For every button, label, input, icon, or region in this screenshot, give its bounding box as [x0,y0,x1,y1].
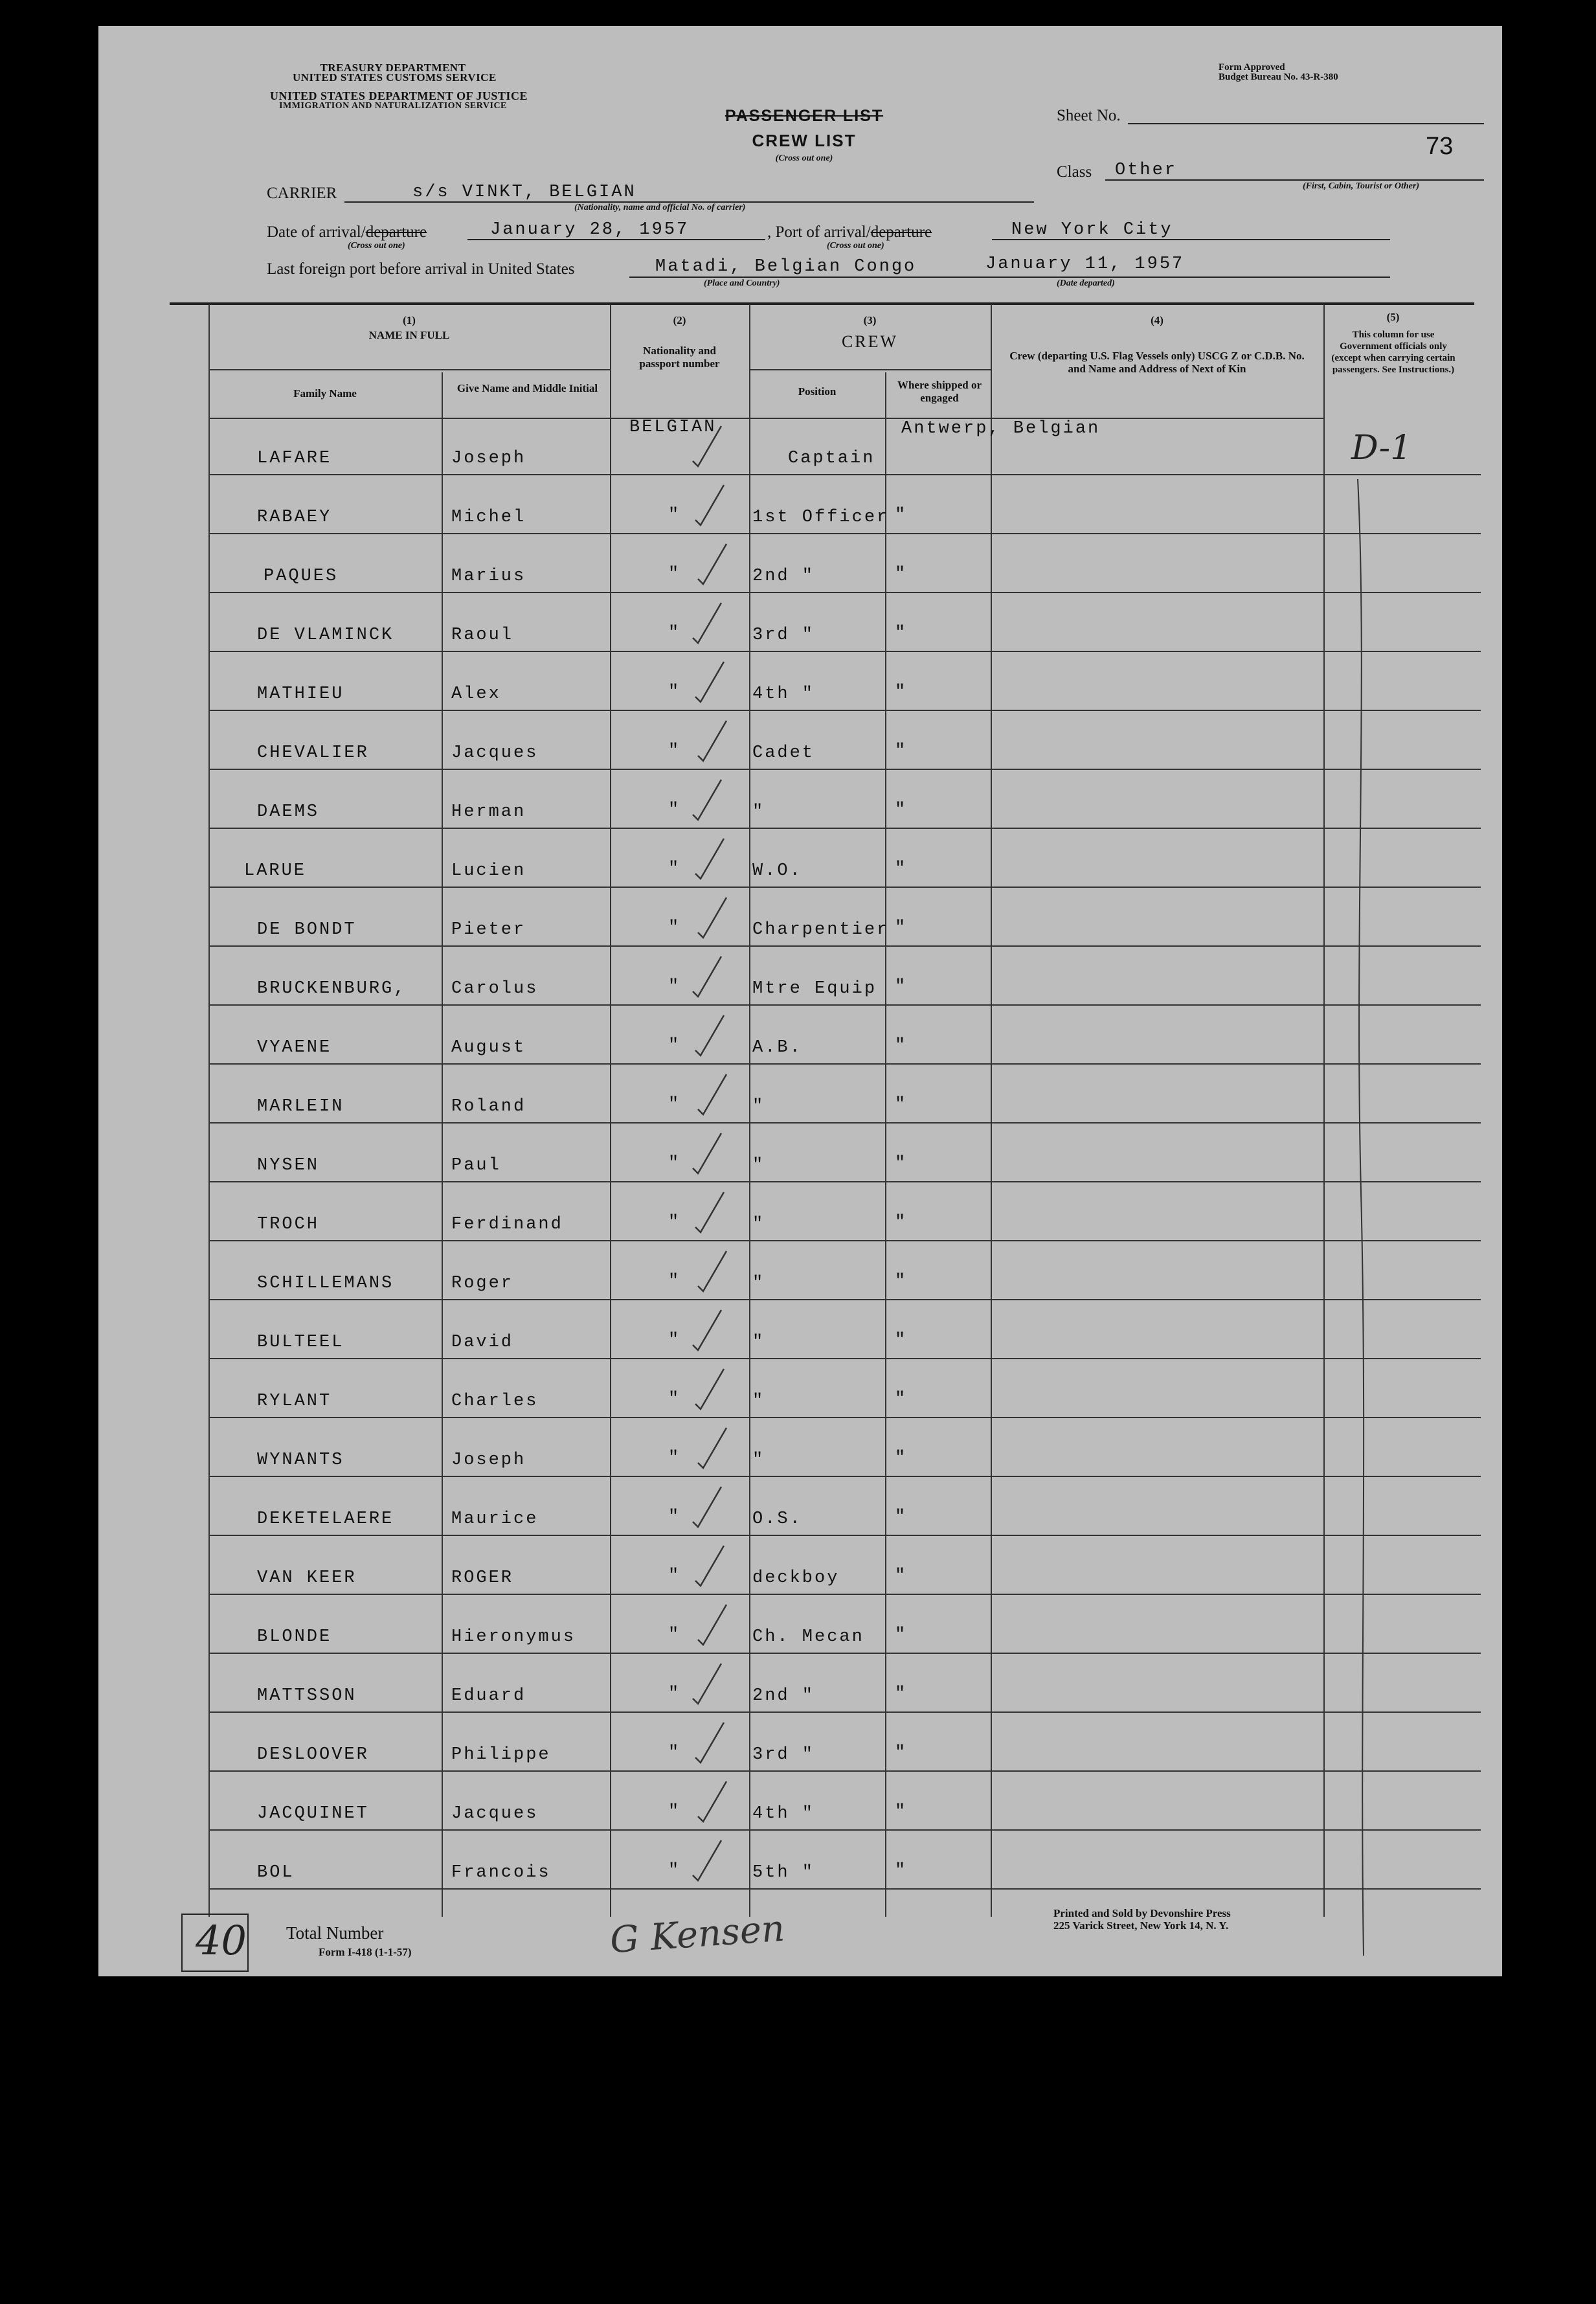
family-name: TROCH [257,1215,320,1234]
check-mark-icon [693,539,732,591]
col3-number: (3) [863,314,877,326]
given-name-head: Give Name and Middle Initial [456,382,598,394]
given-name: Ferdinand [451,1215,563,1234]
col4-number: (4) [1151,314,1163,326]
col2-title: Nationality and passport number [639,344,720,370]
total-value: 40 [196,1917,247,1964]
position: " [752,1392,765,1411]
family-name: VYAENE [257,1038,332,1057]
shipped-ditto: " [895,1566,908,1586]
shipped-ditto: " [895,1213,908,1232]
departed-hint: (Date departed) [1057,278,1115,288]
given-name: Hieronymus [451,1627,576,1647]
given-name: Raoul [451,626,514,645]
lastport-hint: (Place and Country) [704,278,780,288]
family-name: DEKETELAERE [257,1509,394,1529]
check-mark-icon [693,1069,732,1121]
check-mark-icon [690,480,729,532]
col-line-official [1323,304,1325,1917]
shipped-ditto: " [895,741,908,761]
check-mark-icon [688,1835,726,1887]
position: A.B. [752,1038,802,1057]
check-mark-icon [693,1599,732,1651]
position: 2nd " [752,567,815,586]
position: 4th " [752,684,815,704]
family-name: WYNANTS [257,1451,344,1470]
row-rule [208,1181,1481,1182]
port-value: New York City [1011,220,1173,240]
check-mark-icon [688,774,726,826]
shipped-ditto: " [895,977,908,997]
nationality-ditto: " [668,1861,681,1880]
shipped-ditto: " [895,1095,908,1114]
carrier-value: s/s VINKT, BELGIAN [412,183,636,202]
signature: G Kensen [609,1907,786,1962]
row-rule [208,1888,1481,1890]
position: " [752,1333,765,1352]
given-name: August [451,1038,526,1057]
family-name: MATHIEU [257,684,344,704]
position: Ch. Mecan [752,1627,864,1647]
shipped-ditto: " [895,1331,908,1350]
form-approved: Form Approved [1219,62,1285,73]
position: " [752,1215,765,1234]
row-rule [208,1476,1481,1477]
given-name: Charles [451,1392,539,1411]
shipped-ditto: " [895,624,908,643]
agency-line-1: TREASURY DEPARTMENT [320,62,466,74]
lastport-label: Last foreign port before arrival in United States [267,260,575,278]
given-name: ROGER [451,1568,514,1588]
position: 2nd " [752,1686,815,1706]
row-rule [208,1711,1481,1713]
date-value: January 28, 1957 [490,220,690,240]
row-rule [208,1770,1481,1772]
col5-title: This column for use Government officials only (except when carrying certain passengers. See Instructions.) [1331,330,1456,375]
given-name: Francois [451,1863,551,1882]
check-mark-icon [688,421,726,473]
departed-line [934,277,1390,278]
position: 4th " [752,1804,815,1824]
row-rule [208,1594,1481,1595]
name-subrule [208,369,610,370]
position: 5th " [752,1863,815,1882]
check-mark-icon [690,1717,729,1769]
given-name: Carolus [451,979,539,999]
class-line [1105,179,1484,181]
check-mark-icon [690,1364,729,1416]
row-rule [208,592,1481,593]
nationality-ditto: " [668,1095,681,1114]
form-number: Form I-418 (1-1-57) [319,1946,412,1958]
port-hint: (Cross out one) [827,241,884,251]
shipped-ditto: " [895,1154,908,1173]
given-name: Michel [451,508,526,527]
nationality-ditto: " [668,1154,681,1173]
check-mark-icon [688,1482,726,1533]
given-name: Lucien [451,861,526,881]
official-bracket-line [1342,479,1380,1969]
shipped-ditto: " [895,1449,908,1468]
agency-line-3: UNITED STATES DEPARTMENT OF JUSTICE [270,89,528,102]
family-name: LAFARE [257,449,332,468]
nationality-ditto: " [668,1508,681,1527]
given-name: Paul [451,1156,501,1175]
check-mark-icon [693,1423,732,1474]
shipped-ditto: " [895,1036,908,1056]
header-bottom-rule [208,418,1323,419]
shipped-antwerp: Antwerp, Belgian [901,419,1101,438]
family-name: JACQUINET [257,1804,369,1824]
row-rule [208,533,1481,534]
family-name: NYSEN [257,1156,320,1175]
family-name: MATTSSON [257,1686,357,1706]
row-rule [208,769,1481,770]
nationality-ditto: " [668,1684,681,1704]
check-mark-icon [688,1305,726,1357]
row-rule [208,1535,1481,1536]
passenger-list-struck: PASSENGER LIST [725,107,884,125]
family-name: CHEVALIER [257,743,369,763]
row-rule [208,1417,1481,1418]
family-name-head: Family Name [293,387,357,400]
date-label: Date of arrival/departure [267,223,427,241]
check-mark-icon [693,716,732,767]
nationality-ditto: " [668,1449,681,1468]
check-mark-icon [693,892,732,944]
position: " [752,1274,765,1293]
row-rule [208,1829,1481,1831]
check-mark-icon [693,1776,732,1828]
nationality-ditto: " [668,1743,681,1763]
shipped-ditto: " [895,918,908,938]
check-mark-icon [688,598,726,649]
position: Captain [788,449,875,468]
check-mark-icon [690,1187,729,1239]
position: " [752,1156,765,1175]
given-name: Maurice [451,1509,539,1529]
sheet-line [1128,123,1484,124]
shipped-ditto: " [895,1684,908,1704]
position: deckboy [752,1568,840,1588]
row-rule [208,651,1481,652]
family-name: DAEMS [257,802,320,822]
col1-title: NAME IN FULL [368,329,450,341]
position: Charpentier [752,920,890,940]
class-value: Other [1115,161,1178,180]
port-line [992,239,1390,240]
family-name: DE BONDT [257,920,357,940]
given-name: Marius [451,567,526,586]
sheet-label: Sheet No. [1057,107,1121,124]
shipped-ditto: " [895,683,908,702]
row-rule [208,828,1481,829]
nationality-ditto: " [668,859,681,879]
given-name: Herman [451,802,526,822]
position: Mtre Equip [752,979,877,999]
printer-line-1: Printed and Sold by Devonshire Press [1053,1907,1231,1919]
table-top-rule [170,302,1474,305]
nationality-ditto: " [668,683,681,702]
nationality-ditto: " [668,1331,681,1350]
shipped-ditto: " [895,859,908,879]
row-rule [208,1063,1481,1065]
position: 1st Officer [752,508,890,527]
position: 3rd " [752,626,815,645]
check-mark-icon [690,1010,729,1062]
shipped-head: Where shipped or engaged [897,379,982,404]
col4-title: Crew (departing U.S. Flag Vessels only) USCG Z or C.D.B. No. and Name and Address of Next of Kin [1009,350,1305,375]
nationality-ditto: " [668,1390,681,1409]
family-name: BRUCKENBURG, [257,979,407,999]
agency-line-2: UNITED STATES CUSTOMS SERVICE [293,71,497,84]
total-label: Total Number [286,1923,384,1943]
check-mark-icon [690,833,729,885]
printer-line-2: 225 Varick Street, New York 14, N. Y. [1053,1919,1229,1932]
port-label: , Port of arrival/departure [767,223,932,241]
date-line [467,239,765,240]
given-name: Roland [451,1097,526,1116]
col-line-left [208,304,210,1917]
position: " [752,1451,765,1470]
nationality-ditto: " [668,565,681,584]
carrier-label: CARRIER [267,185,337,202]
shipped-ditto: " [895,800,908,820]
budget-number: Budget Bureau No. 43-R-380 [1219,72,1338,82]
nationality-belgian: BELGIAN [629,418,717,437]
family-name: DE VLAMINCK [257,626,394,645]
col-line-given [442,372,443,1917]
crew-list-title: CREW LIST [752,131,857,150]
nationality-ditto: " [668,800,681,820]
nationality-ditto: " [668,1036,681,1056]
row-rule [208,887,1481,888]
col-line-pos [885,372,886,1917]
family-name: VAN KEER [257,1568,357,1588]
row-rule [208,1299,1481,1300]
check-mark-icon [690,657,729,708]
nationality-ditto: " [668,977,681,997]
position: " [752,1097,765,1116]
given-name: Eduard [451,1686,526,1706]
col5-number: (5) [1386,311,1400,323]
shipped-ditto: " [895,1802,908,1822]
check-mark-icon [688,1128,726,1180]
nationality-ditto: " [668,1625,681,1645]
nationality-ditto: " [668,1213,681,1232]
official-mark: D-1 [1351,429,1412,468]
position: " [752,802,765,822]
family-name: RYLANT [257,1392,332,1411]
row-rule [208,1122,1481,1124]
row-rule [208,474,1481,475]
given-name: Roger [451,1274,514,1293]
family-name: DESLOOVER [257,1745,369,1765]
shipped-ditto: " [895,1861,908,1880]
nationality-ditto: " [668,506,681,525]
given-name: Jacques [451,1804,539,1824]
nationality-ditto: " [668,1272,681,1291]
family-name: SCHILLEMANS [257,1274,394,1293]
nationality-ditto: " [668,1566,681,1586]
shipped-ditto: " [895,1743,908,1763]
row-rule [208,1004,1481,1006]
given-name: Jacques [451,743,539,763]
check-mark-icon [693,1246,732,1298]
family-name: MARLEIN [257,1097,344,1116]
nationality-ditto: " [668,741,681,761]
family-name: PAQUES [264,567,339,586]
position: 3rd " [752,1745,815,1765]
crew-list-form [98,26,1502,1976]
row-rule [208,945,1481,947]
row-rule [208,1653,1481,1654]
family-name: BLONDE [257,1627,332,1647]
check-mark-icon [690,1541,729,1592]
col2-number: (2) [673,314,686,326]
cross-out-one: (Cross out one) [775,153,833,163]
row-rule [208,1358,1481,1359]
nationality-ditto: " [668,918,681,938]
given-name: Joseph [451,449,526,468]
nationality-ditto: " [668,1802,681,1822]
page-number: 73 [1426,133,1454,160]
class-hint: (First, Cabin, Tourist or Other) [1303,181,1419,191]
shipped-ditto: " [895,1625,908,1645]
date-hint: (Cross out one) [348,241,405,251]
given-name: Philippe [451,1745,551,1765]
class-label: Class [1057,163,1092,181]
row-rule [208,1240,1481,1241]
col-line-kin [991,304,992,1917]
given-name: Pieter [451,920,526,940]
position: Cadet [752,743,815,763]
shipped-ditto: " [895,1390,908,1409]
given-name: Alex [451,684,501,704]
departed-value: January 11, 1957 [985,254,1185,274]
family-name: LARUE [244,861,307,881]
position: W.O. [752,861,802,881]
col-line-crew [749,304,750,1917]
nationality-ditto: " [668,624,681,643]
given-name: David [451,1333,514,1352]
check-mark-icon [688,951,726,1003]
shipped-ditto: " [895,1272,908,1291]
given-name: Joseph [451,1451,526,1470]
col3-title: CREW [841,332,899,351]
position: O.S. [752,1509,802,1529]
col-line-nat [610,304,611,1917]
family-name: RABAEY [257,508,332,527]
family-name: BULTEEL [257,1333,344,1352]
crew-subrule [749,369,991,370]
family-name: BOL [257,1863,295,1882]
row-rule [208,710,1481,711]
position-head: Position [798,385,837,398]
carrier-hint: (Nationality, name and official No. of carrier) [574,203,746,212]
agency-line-4: IMMIGRATION AND NATURALIZATION SERVICE [279,101,507,111]
lastport-value: Matadi, Belgian Congo [655,257,917,277]
check-mark-icon [688,1658,726,1710]
shipped-ditto: " [895,506,908,525]
col1-number: (1) [403,314,416,326]
shipped-ditto: " [895,1508,908,1527]
shipped-ditto: " [895,565,908,584]
